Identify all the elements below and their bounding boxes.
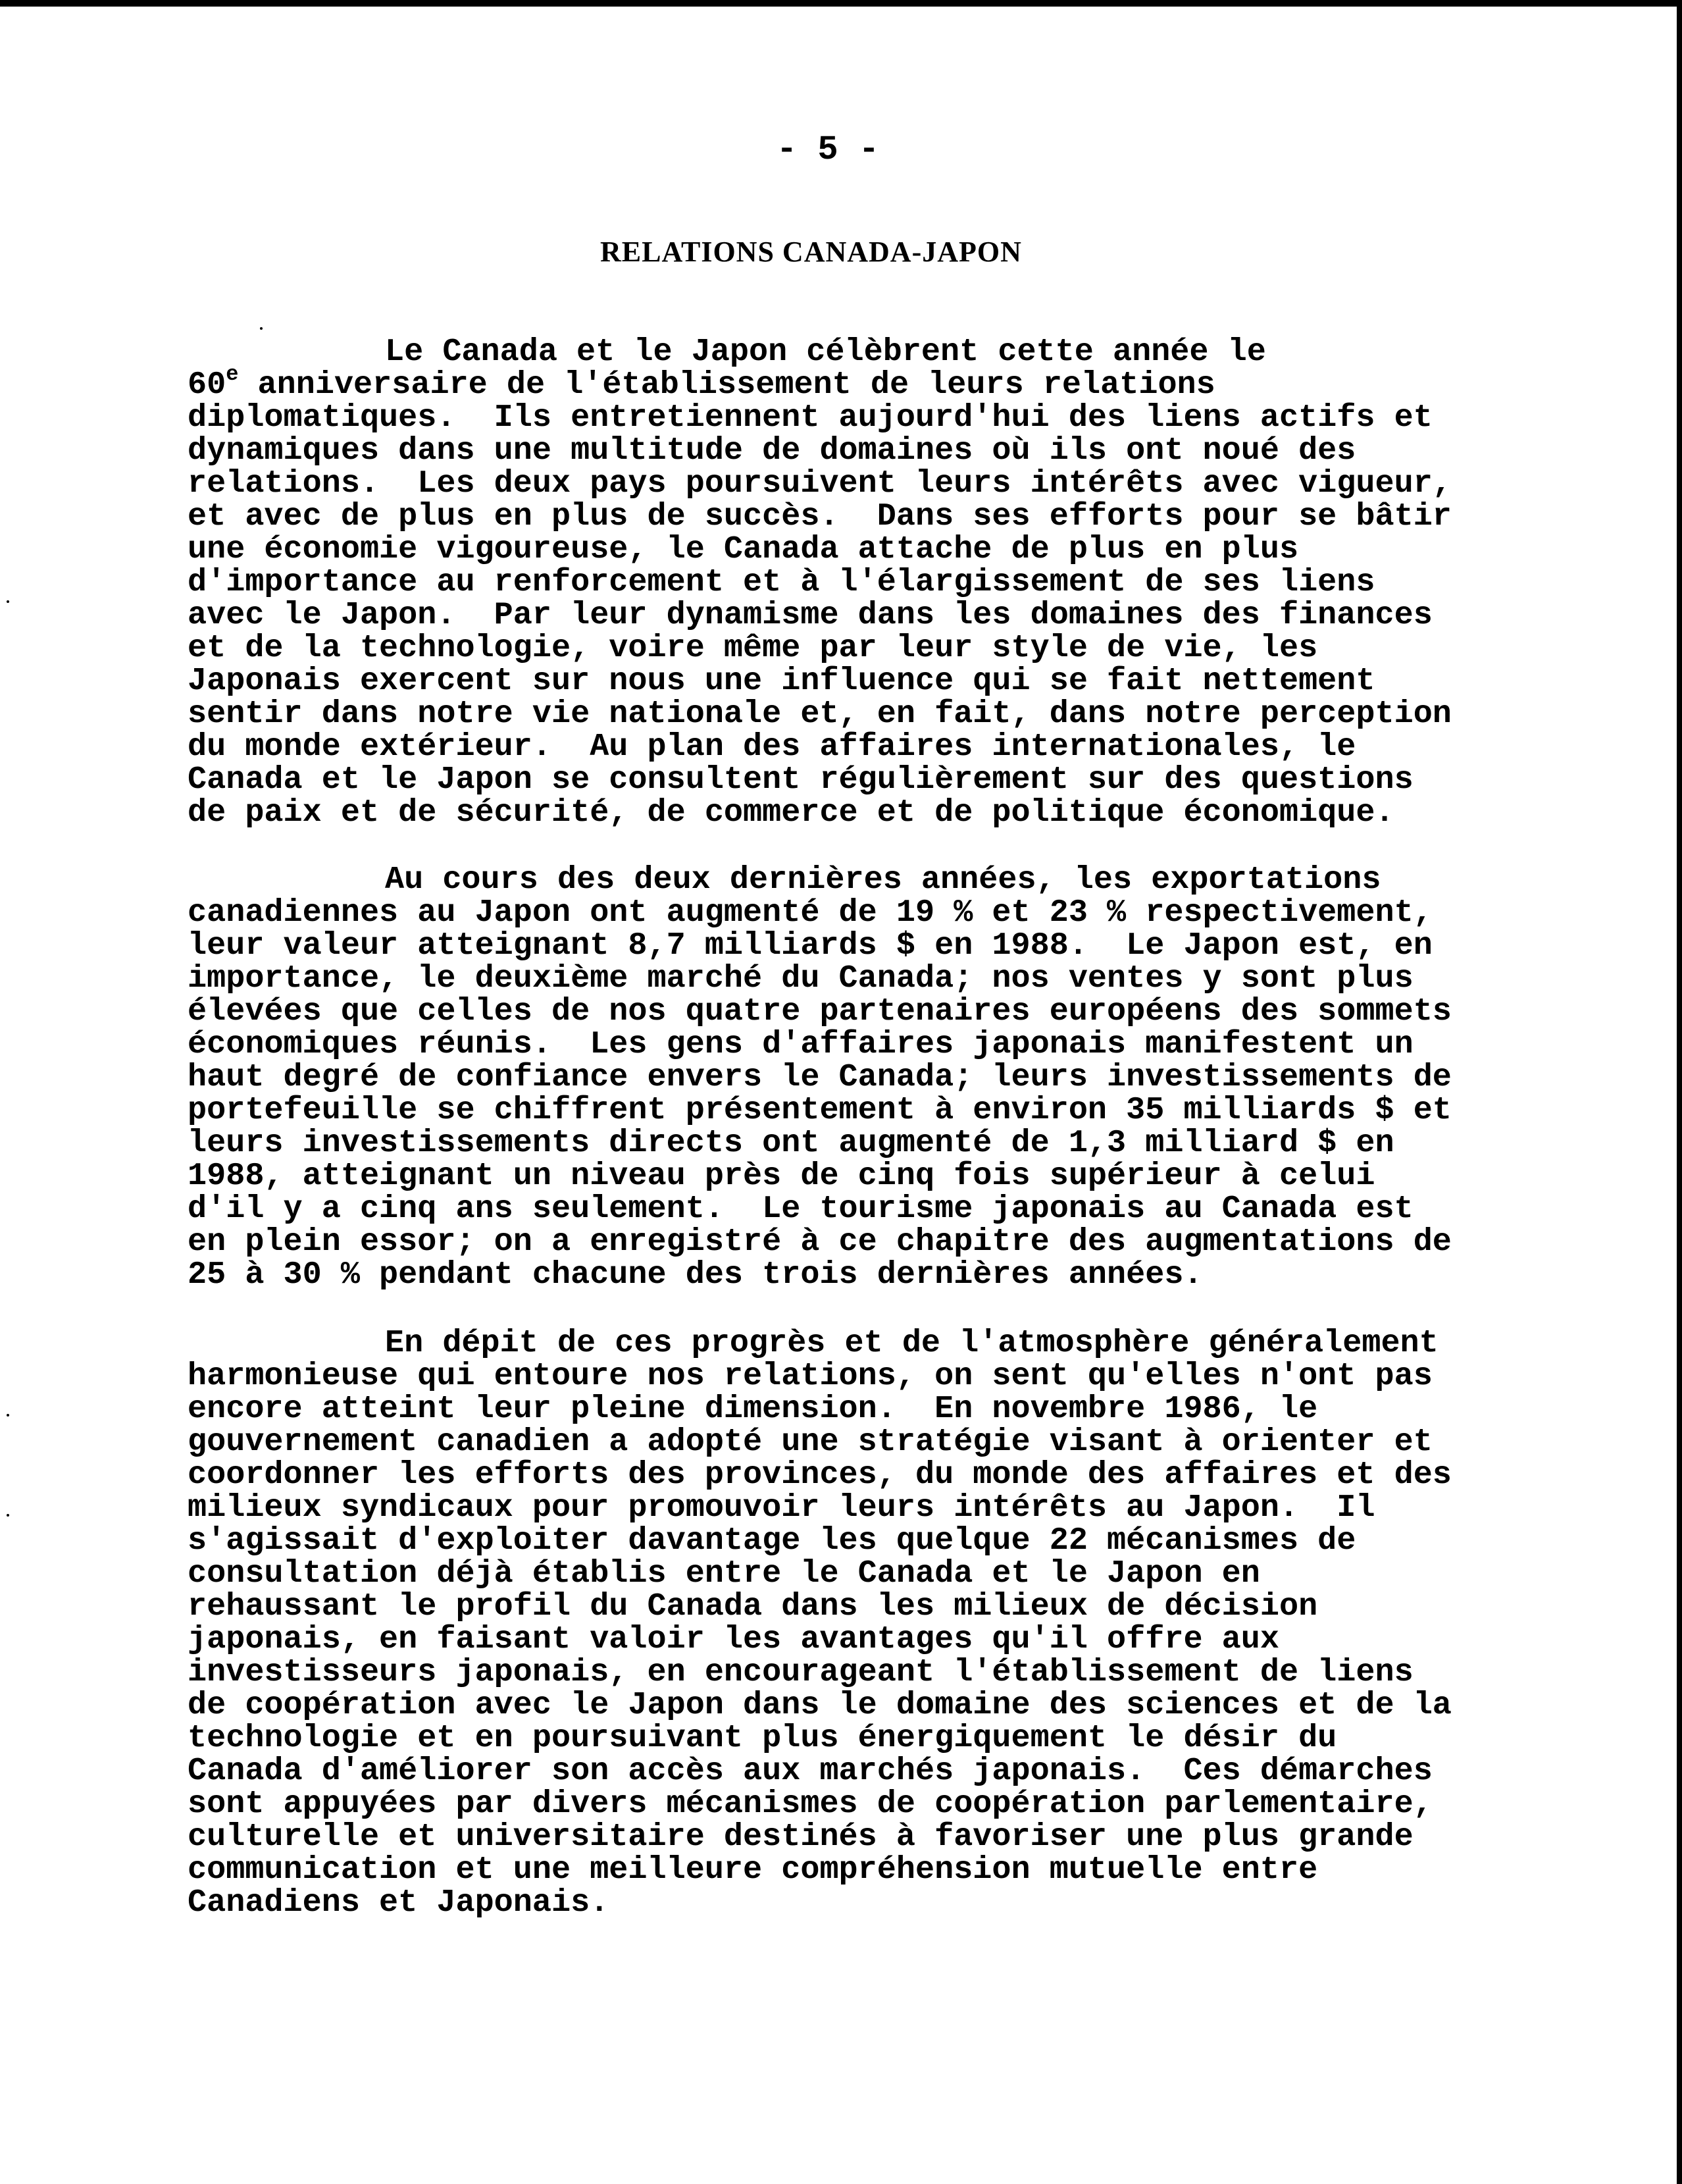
paragraph-line: dynamiques dans une multitude de domaines où ils ont noué des — [188, 432, 1356, 469]
paragraph-line-rest: anniversaire de l'établissement de leurs relations — [238, 367, 1215, 403]
paragraph-line: leur valeur atteignant 8,7 milliards $ en 1988. Le Japon est, en — [188, 927, 1433, 964]
paragraph-line: japonais, en faisant valoir les avantages qu'il offre aux — [188, 1621, 1279, 1657]
paragraph-line: et avec de plus en plus de succès. Dans ses efforts pour se bâtir — [188, 498, 1452, 534]
paragraph-line: diplomatiques. Ils entretiennent aujourd'hui des liens actifs et — [188, 400, 1433, 436]
paragraph-line: leurs investissements directs ont augmenté de 1,3 milliard $ en — [188, 1125, 1394, 1161]
paragraph-line: investisseurs japonais, en encourageant l'établissement de liens — [188, 1654, 1414, 1690]
paragraph-line: culturelle et universitaire destinés à favoriser une plus grande — [188, 1819, 1414, 1855]
paragraph-line: 1988, atteignant un niveau près de cinq fois supérieur à celui — [188, 1158, 1375, 1194]
paragraph-line: économiques réunis. Les gens d'affaires japonais manifestent un — [188, 1026, 1414, 1062]
paragraph-line-ordinal — [188, 362, 1504, 403]
paragraph-line: sont appuyées par divers mécanismes de coopération parlementaire, — [188, 1786, 1433, 1822]
paragraph-line: d'importance au renforcement et à l'élargissement de ses liens — [188, 564, 1375, 600]
paragraph-line: avec le Japon. Par leur dynamisme dans les domaines des finances — [188, 597, 1433, 633]
document-title: RELATIONS CANADA-JAPON — [600, 236, 1022, 268]
paragraph-line: en plein essor; on a enregistré à ce chapitre des augmentations de — [188, 1224, 1452, 1260]
paragraph-line: sentir dans notre vie nationale et, en fait, dans notre perception — [188, 696, 1452, 732]
paragraph-line: Au cours des deux dernières années, les exportations — [385, 862, 1381, 898]
ordinal-number: 60 — [188, 367, 226, 403]
paragraph-line: Le Canada et le Japon célèbrent cette année le — [385, 334, 1266, 370]
scan-speck — [260, 327, 263, 330]
page-number: - 5 - — [777, 130, 880, 169]
paragraph-line: En dépit de ces progrès et de l'atmosphère généralement — [385, 1325, 1439, 1361]
paragraph-line: Japonais exercent sur nous une influence qui se fait nettement — [188, 663, 1375, 699]
paragraph-line: relations. Les deux pays poursuivent leurs intérêts avec vigueur, — [188, 465, 1452, 502]
paragraph-line: haut degré de confiance envers le Canada; leurs investissements de — [188, 1059, 1452, 1095]
paragraph-line: importance, le deuxième marché du Canada; nos ventes y sont plus — [188, 960, 1414, 997]
paragraph-line: technologie et en poursuivant plus énergiquement le désir du — [188, 1720, 1337, 1756]
paragraph-line: s'agissait d'exploiter davantage les quelque 22 mécanismes de — [188, 1522, 1356, 1559]
paragraph-line: élevées que celles de nos quatre partenaires européens des sommets — [188, 993, 1452, 1029]
paragraph-3 — [188, 1327, 1504, 1919]
paragraph-line: encore atteint leur pleine dimension. En novembre 1986, le — [188, 1391, 1318, 1427]
paragraph-line: d'il y a cinq ans seulement. Le tourisme japonais au Canada est — [188, 1191, 1414, 1227]
scan-speck — [7, 600, 9, 603]
paragraph-line: rehaussant le profil du Canada dans les milieux de décision — [188, 1588, 1318, 1625]
paragraph-line: coordonner les efforts des provinces, du monde des affaires et des — [188, 1457, 1452, 1493]
scan-border-right — [1677, 0, 1682, 2184]
paragraph-line: du monde extérieur. Au plan des affaires internationales, le — [188, 729, 1356, 765]
paragraph-line: Canada et le Japon se consultent régulièrement sur des questions — [188, 762, 1414, 798]
ordinal-suffix: e — [226, 362, 239, 386]
paragraph-line: canadiennes au Japon ont augmenté de 19 % et 23 % respectivement, — [188, 895, 1433, 931]
paragraph-line: communication et une meilleure compréhension mutuelle entre — [188, 1852, 1318, 1888]
paragraph-1 — [188, 336, 1504, 829]
paragraph-line: harmonieuse qui entoure nos relations, on sent qu'elles n'ont pas — [188, 1358, 1433, 1394]
paragraph-line: Canada d'améliorer son accès aux marchés japonais. Ces démarches — [188, 1753, 1433, 1789]
scan-speck — [7, 1514, 9, 1517]
paragraph-line: et de la technologie, voire même par leur style de vie, les — [188, 630, 1318, 666]
paragraph-line: portefeuille se chiffrent présentement à environ 35 milliards $ et — [188, 1092, 1452, 1128]
paragraph-line: de coopération avec le Japon dans le domaine des sciences et de la — [188, 1687, 1452, 1723]
paragraph-line: 25 à 30 % pendant chacune des trois dernières années. — [188, 1257, 1203, 1293]
paragraph-2 — [188, 864, 1504, 1291]
scan-speck — [7, 1414, 9, 1417]
paragraph-line: gouvernement canadien a adopté une stratégie visant à orienter et — [188, 1424, 1433, 1460]
paragraph-line: consultation déjà établis entre le Canada et le Japon en — [188, 1555, 1260, 1592]
paragraph-line: une économie vigoureuse, le Canada attache de plus en plus — [188, 531, 1299, 567]
paragraph-line: Canadiens et Japonais. — [188, 1885, 609, 1921]
paragraph-line: milieux syndicaux pour promouvoir leurs intérêts au Japon. Il — [188, 1490, 1375, 1526]
scan-border-top — [0, 0, 1682, 7]
paragraph-line: de paix et de sécurité, de commerce et de politique économique. — [188, 794, 1394, 831]
